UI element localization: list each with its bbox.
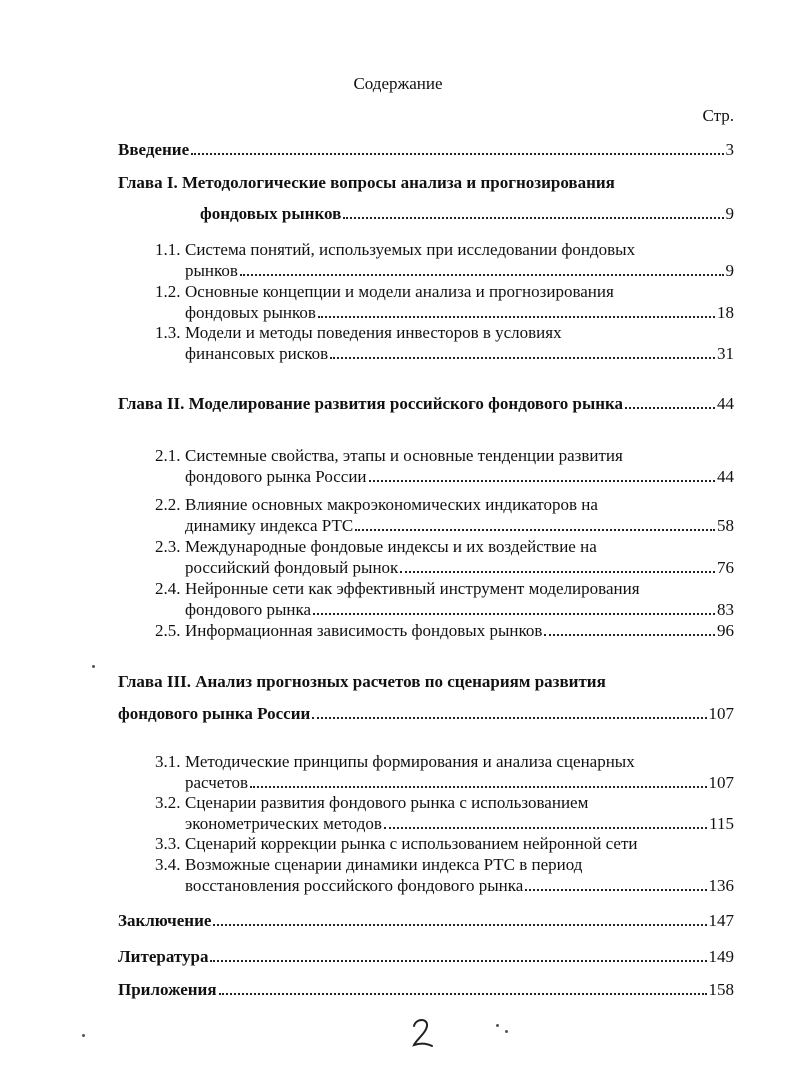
scan-speck (82, 1034, 85, 1037)
section-number: 3.4. (155, 855, 181, 874)
page-title: Содержание (353, 74, 443, 93)
dot-leader (544, 634, 715, 636)
toc-label: Сценарий коррекции рынка с использованием нейронной сети (185, 834, 638, 853)
toc-label: Глава III. Анализ прогнозных расчетов по сценариям развития (118, 672, 606, 691)
toc-label: Информационная зависимость фондовых рынков (185, 621, 543, 640)
toc-label: Влияние основных макроэкономических индикаторов на (185, 495, 598, 514)
toc-label-cont: фондового рынка России (118, 704, 311, 723)
section-number: 2.4. (155, 579, 181, 598)
dot-leader (330, 357, 715, 359)
handwritten-page-mark (410, 1016, 436, 1050)
dot-leader (525, 889, 706, 891)
toc-entry-section-1-2[interactable] (155, 281, 734, 323)
toc-entry-section-3-3[interactable] (155, 833, 734, 854)
toc-label-cont: фондового рынка России (185, 467, 367, 486)
toc-page: 31 (717, 344, 734, 363)
dot-leader (355, 529, 715, 531)
toc-page: 136 (708, 876, 734, 895)
page-column-label: Стр. (702, 106, 734, 125)
toc-label: Нейронные сети как эффективный инструмент моделирования (185, 579, 640, 598)
dot-leader (213, 924, 706, 926)
toc-label: Система понятий, используемых при исследовании фондовых (185, 240, 636, 259)
toc-entry-section-3-2[interactable] (155, 792, 734, 834)
toc-page: 158 (708, 980, 734, 999)
dot-leader (318, 316, 715, 318)
toc-entry-intro[interactable] (118, 139, 734, 160)
section-number: 3.1. (155, 752, 181, 771)
toc-entry-section-2-5[interactable] (155, 620, 734, 641)
toc-label-cont: фондового рынка (185, 600, 312, 619)
section-number: 2.2. (155, 495, 181, 514)
toc-page: 115 (709, 814, 734, 833)
toc-entry-section-2-1[interactable] (155, 445, 734, 487)
toc-entry-section-3-4[interactable] (155, 854, 734, 896)
dot-leader (250, 786, 706, 788)
toc-label: Глава II. Моделирование развития российского фондового рынка (118, 394, 624, 413)
toc-label-cont: рынков (185, 261, 238, 280)
toc-page: 83 (717, 600, 734, 619)
toc-page: 18 (717, 303, 734, 322)
toc-page: 44 (717, 394, 734, 413)
toc-label: Литература (118, 947, 209, 966)
toc-label: Международные фондовые индексы и их воздействие на (185, 537, 597, 556)
toc-page: 9 (725, 204, 734, 223)
dot-leader (625, 407, 715, 409)
toc-page: 9 (725, 261, 734, 280)
dot-leader (400, 571, 715, 573)
section-number: 2.1. (155, 446, 181, 465)
section-number: 2.5. (155, 621, 181, 640)
dot-leader (369, 480, 715, 482)
dot-leader (219, 993, 707, 995)
toc-entry-chapter-3[interactable] (118, 671, 734, 724)
toc-label: Системные свойства, этапы и основные тенденции развития (185, 446, 623, 465)
toc-entry-chapter-1[interactable] (118, 172, 734, 224)
toc-entry-appendix[interactable] (118, 979, 734, 1000)
dot-leader (240, 274, 724, 276)
toc-entry-section-1-3[interactable] (155, 322, 734, 364)
toc-label-cont: российский фондовый рынок (185, 558, 399, 577)
scan-speck (496, 1024, 499, 1027)
toc-label: Модели и методы поведения инвесторов в условиях (185, 323, 562, 342)
toc-page: 147 (708, 911, 734, 930)
toc-page: 58 (717, 516, 734, 535)
toc-entry-literature[interactable] (118, 946, 734, 967)
dot-leader (210, 960, 706, 962)
scan-speck (92, 665, 95, 668)
toc-label: Заключение (118, 911, 212, 930)
toc-label: Введение (118, 140, 190, 159)
dot-leader (312, 717, 706, 719)
section-number: 2.3. (155, 537, 181, 556)
toc-page: 96 (717, 621, 734, 640)
toc-entry-section-2-2[interactable] (155, 494, 734, 536)
toc-label: Методические принципы формирования и анализа сценарных (185, 752, 635, 771)
section-number: 1.1. (155, 240, 181, 259)
section-number: 3.3. (155, 834, 181, 853)
toc-page: 76 (717, 558, 734, 577)
toc-entry-section-1-1[interactable] (155, 239, 734, 281)
section-number: 1.2. (155, 282, 181, 301)
toc-entry-section-2-3[interactable] (155, 536, 734, 578)
toc-label-cont: восстановления российского фондового рынка (185, 876, 524, 895)
dot-leader (191, 153, 723, 155)
toc-entry-chapter-2[interactable] (118, 393, 734, 414)
toc-label: Основные концепции и модели анализа и прогнозирования (185, 282, 614, 301)
dot-leader (313, 613, 715, 615)
toc-label-cont: расчетов (185, 773, 249, 792)
toc-page: 149 (708, 947, 734, 966)
toc-entry-section-3-1[interactable] (155, 751, 734, 793)
toc-label: Глава I. Методологические вопросы анализа и прогнозирования (118, 173, 615, 192)
toc-entry-conclusion[interactable] (118, 910, 734, 931)
toc-page: 44 (717, 467, 734, 486)
dot-leader (343, 217, 723, 219)
section-number: 1.3. (155, 323, 181, 342)
toc-label: Возможные сценарии динамики индекса РТС в период (185, 855, 583, 874)
toc-entry-section-2-4[interactable] (155, 578, 734, 620)
toc-label: Сценарии развития фондового рынка с использованием (185, 793, 589, 812)
dot-leader (384, 827, 707, 829)
toc-page: 3 (725, 140, 734, 159)
toc-label: Приложения (118, 980, 217, 999)
scan-speck (505, 1030, 508, 1033)
toc-label-cont: эконометрических методов (185, 814, 382, 833)
toc-label-cont: финансовых рисков (185, 344, 329, 363)
toc-page: 107 (708, 704, 734, 723)
toc-label-cont: фондовых рынков (200, 204, 342, 223)
section-number: 3.2. (155, 793, 181, 812)
toc-page: 107 (708, 773, 734, 792)
toc-label-cont: фондовых рынков (185, 303, 316, 322)
toc-label-cont: динамику индекса РТС (185, 516, 354, 535)
